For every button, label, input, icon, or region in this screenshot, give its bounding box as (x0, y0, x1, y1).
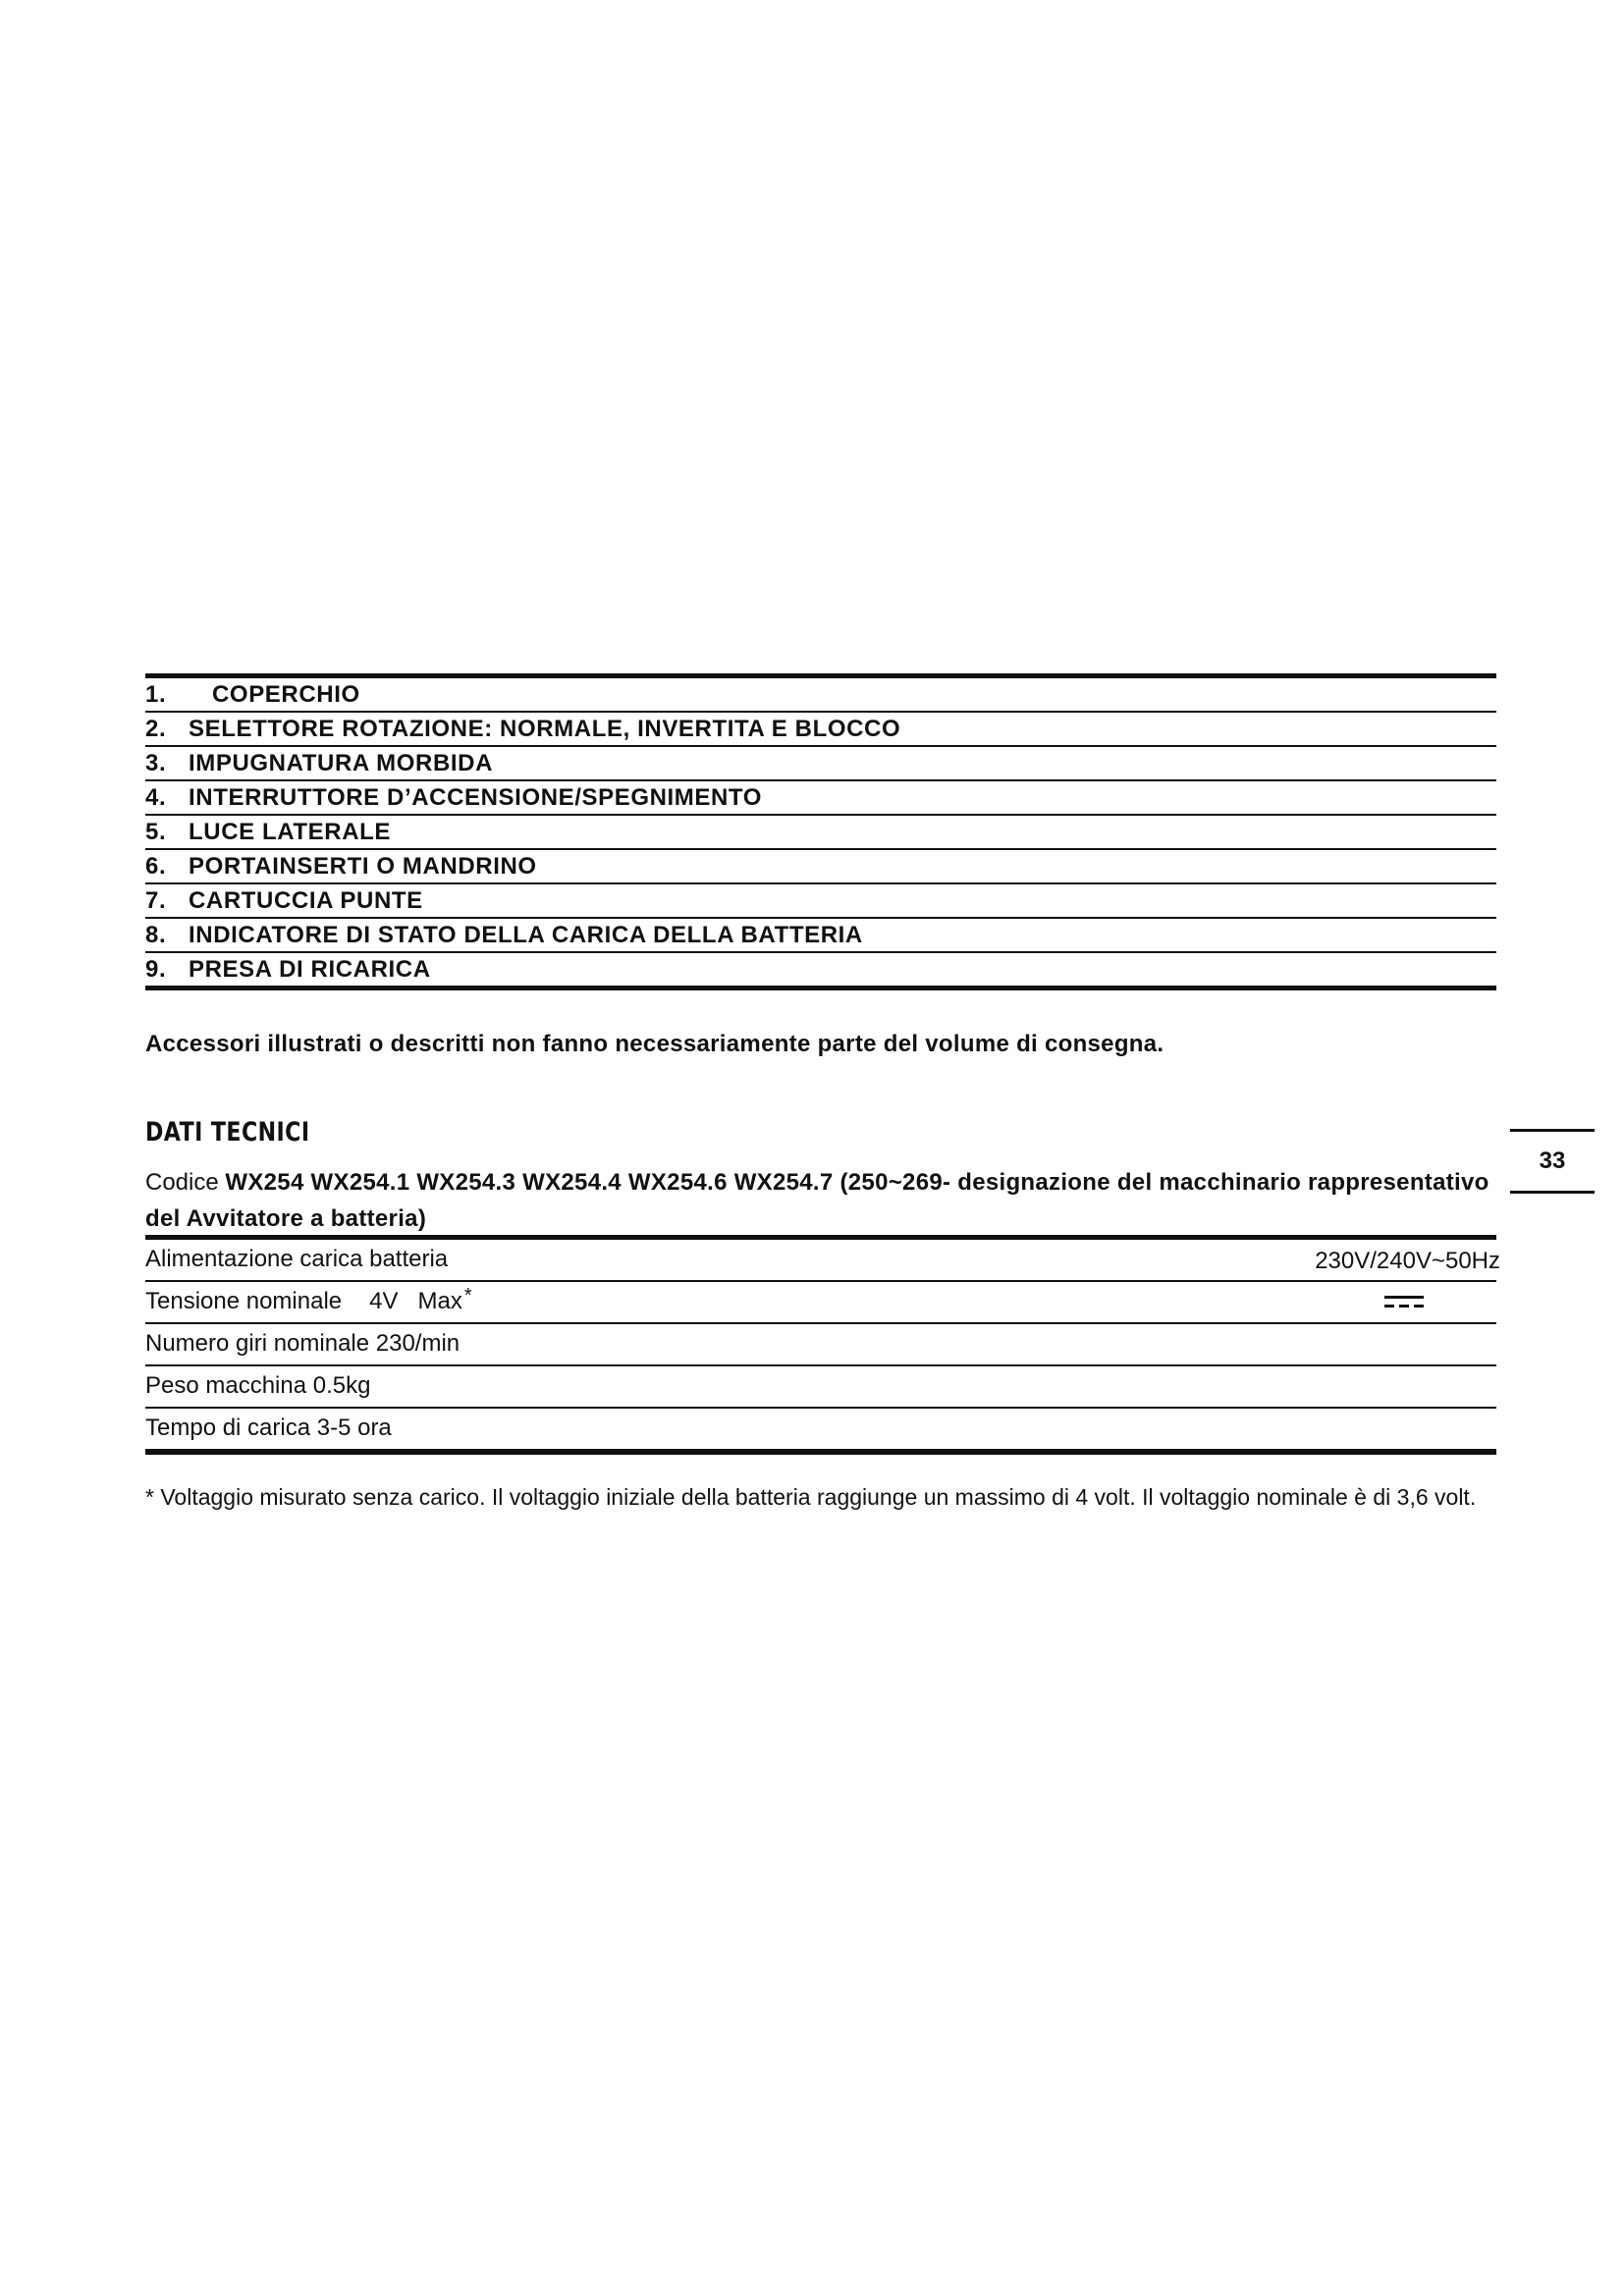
spec-row (145, 1324, 1496, 1366)
parts-list-item (145, 884, 1496, 919)
item-number: 4. (145, 784, 167, 811)
parts-list-item (145, 850, 1496, 884)
item-label: COPERCHIO (212, 681, 360, 708)
bottom-rule (145, 986, 1496, 990)
parts-list-item (145, 678, 1496, 713)
page-number: 33 (1539, 1148, 1566, 1174)
parts-list-item (145, 953, 1496, 986)
spec-label: Alimentazione carica batteria (145, 1246, 449, 1272)
model-code (145, 1164, 1496, 1237)
item-number: 3. (145, 750, 167, 776)
spec-label: Numero giri nominale 230/min (145, 1330, 460, 1357)
item-number: 2. (145, 716, 167, 742)
item-label: CARTUCCIA PUNTE (189, 887, 423, 914)
accessories-note: Accessori illustrati o descritti non fanno necessariamente parte del volume di consegna. (145, 1031, 1164, 1057)
item-number: 6. (145, 853, 167, 880)
footnote: * Voltaggio misurato senza carico. Il voltaggio iniziale della batteria raggiunge un massimo di 4 volt. Il voltaggio nominale è di 3,6 volt. (145, 1484, 1477, 1510)
spec-value: 230V/240V~50Hz (1315, 1248, 1500, 1274)
spec-row (145, 1366, 1496, 1409)
parts-list-item (145, 919, 1496, 953)
item-label: IMPUGNATURA MORBIDA (189, 750, 494, 776)
item-label: INDICATORE DI STATO DELLA CARICA DELLA BATTERIA (189, 922, 863, 948)
item-number: 9. (145, 956, 167, 983)
parts-list (145, 673, 1496, 990)
spec-max: Max (417, 1288, 462, 1314)
item-label: INTERRUTTORE D’ACCENSIONE/SPEGNIMENTO (189, 784, 763, 811)
item-label: PRESA DI RICARICA (189, 956, 431, 983)
parts-list-item (145, 816, 1496, 850)
spec-label: Peso macchina 0.5kg (145, 1372, 371, 1399)
specs-table (145, 1235, 1500, 1455)
parts-list-item (145, 713, 1496, 747)
footnote-marker: * (463, 1285, 472, 1307)
parts-list-item (145, 747, 1496, 781)
section-title: DATI TECNICI (145, 1117, 310, 1148)
spec-label: Tensione nominale (145, 1288, 343, 1314)
item-number: 8. (145, 922, 167, 948)
model-code-label: Codice (145, 1169, 219, 1196)
spec-label: Tempo di carica 3-5 ora (145, 1415, 392, 1441)
item-label: SELETTORE ROTAZIONE: NORMALE, INVERTITA E BLOCCO (189, 716, 901, 742)
spec-voltage: 4V (369, 1288, 399, 1314)
item-number: 1. (145, 681, 167, 708)
spec-row (145, 1409, 1496, 1449)
model-code-value: WX254 WX254.1 WX254.3 WX254.4 WX254.6 WX254.7 (250~269- designazione del macchinario rappresentativo del Avvitatore a batteria) (145, 1169, 1489, 1232)
item-number: 7. (145, 887, 167, 914)
item-label: LUCE LATERALE (189, 819, 392, 845)
dc-current-icon (1384, 1296, 1424, 1309)
divider (1510, 1191, 1595, 1194)
parts-list-item (145, 781, 1496, 816)
spec-row (145, 1282, 1496, 1324)
page-number-box (1510, 1129, 1595, 1194)
item-number: 5. (145, 819, 167, 845)
spec-row (145, 1240, 1500, 1282)
bottom-rule (145, 1449, 1496, 1455)
item-label: PORTAINSERTI O MANDRINO (189, 853, 537, 880)
